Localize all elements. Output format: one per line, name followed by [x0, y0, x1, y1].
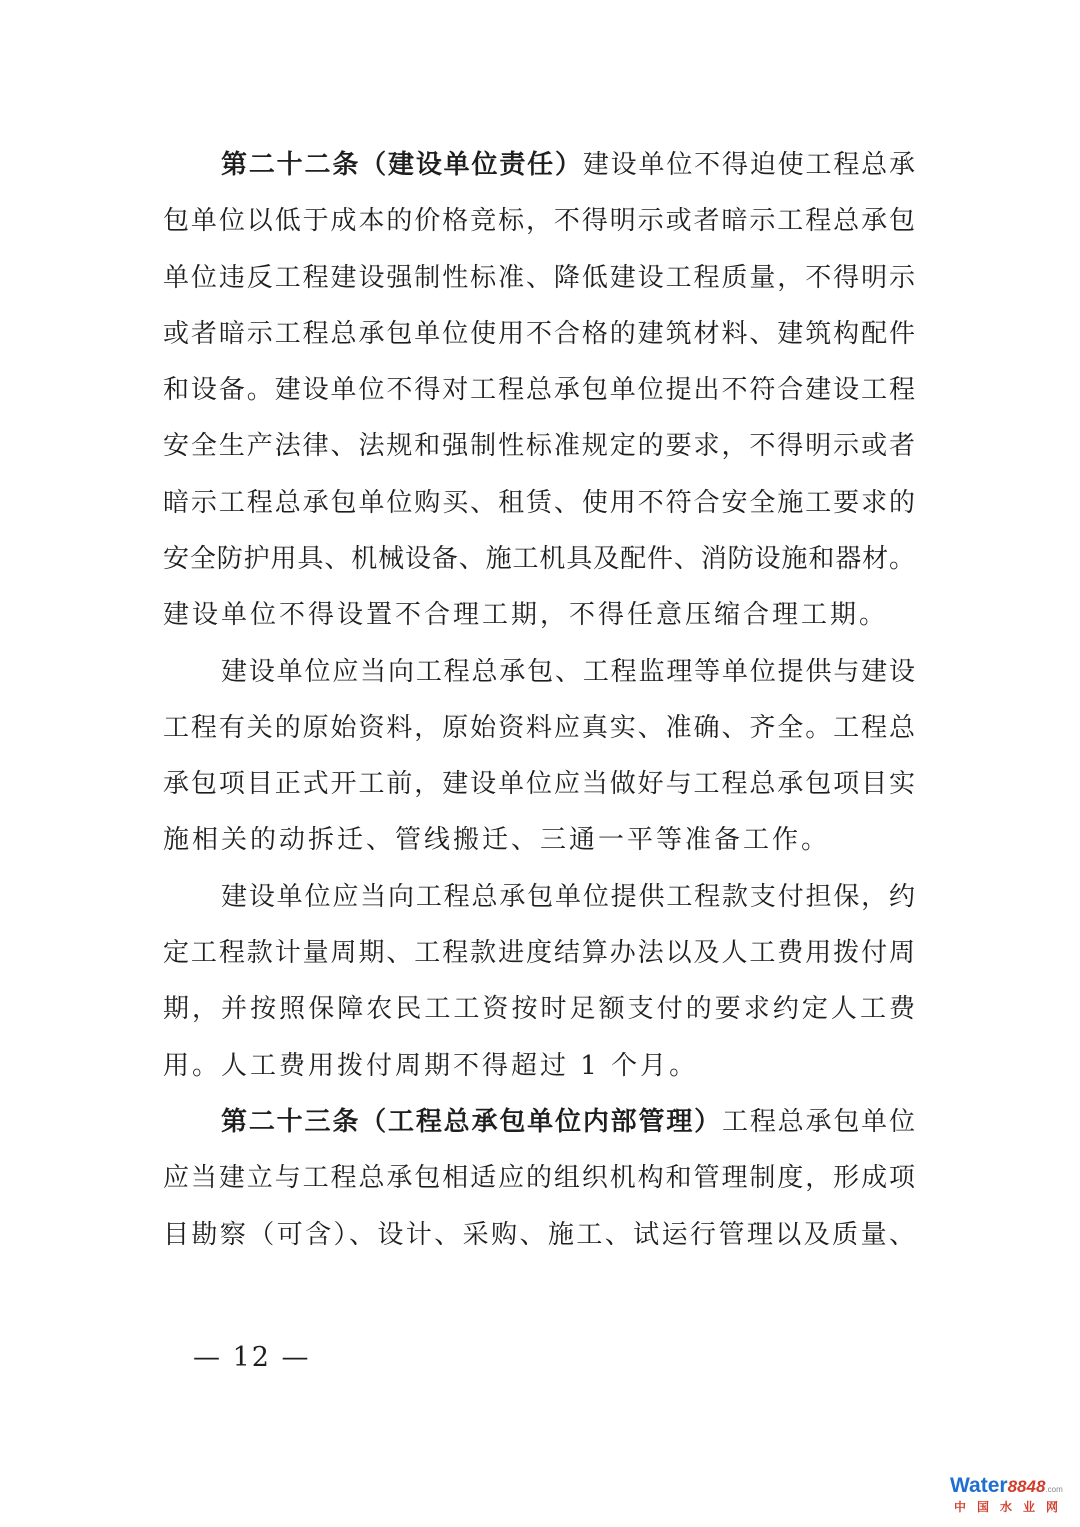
watermark-chinese: 中国水业网 — [954, 1500, 1070, 1514]
text-line-10: 建设单位应当向工程总承包、工程监理等单位提供与建设 — [221, 657, 915, 687]
text-line-17: 用。人工费用拨付周期不得超过 1 个月。 — [163, 1051, 699, 1081]
watermark-logo — [950, 1474, 1068, 1520]
text-line-20: 目勘察（可含）、设计、采购、施工、试运行管理以及质量、 — [163, 1220, 915, 1250]
text-line-18: 第二十三条（工程总承包单位内部管理）工程总承包单位 — [221, 1107, 915, 1137]
text-line-1: 第二十二条（建设单位责任）建设单位不得迫使工程总承 — [221, 150, 915, 180]
page-number: — 12 — — [193, 1342, 311, 1373]
text-line-12: 承包项目正式开工前，建设单位应当做好与工程总承包项目实 — [163, 769, 915, 799]
text-line-4: 或者暗示工程总承包单位使用不合格的建筑材料、建筑构配件 — [163, 319, 915, 349]
text-line-13: 施相关的动拆迁、管线搬迁、三通一平等准备工作。 — [163, 825, 831, 855]
article-heading-22: 第二十二条（建设单位责任） — [221, 150, 583, 180]
text-line-9: 建设单位不得设置不合理工期，不得任意压缩合理工期。 — [163, 600, 889, 630]
text-line-15: 定工程款计量周期、工程款进度结算办法以及人工费用拨付周 — [163, 938, 915, 968]
watermark-brand: Water8848.com — [950, 1474, 1063, 1497]
text-line-2: 包单位以低于成本的价格竞标，不得明示或者暗示工程总承包 — [163, 206, 915, 236]
text-line-16: 期，并按照保障农民工工资按时足额支付的要求约定人工费 — [163, 994, 915, 1024]
text-line-7: 暗示工程总承包单位购买、租赁、使用不符合安全施工要求的 — [163, 488, 915, 518]
text-line-8: 安全防护用具、机械设备、施工机具及配件、消防设施和器材。 — [163, 544, 915, 574]
text-line-5: 和设备。建设单位不得对工程总承包单位提出不符合建设工程 — [163, 375, 915, 405]
text-line-6: 安全生产法律、法规和强制性标准规定的要求，不得明示或者 — [163, 431, 915, 461]
text-line-19: 应当建立与工程总承包相适应的组织机构和管理制度，形成项 — [163, 1163, 915, 1193]
article-heading-23: 第二十三条（工程总承包单位内部管理） — [221, 1107, 722, 1137]
text-line-14: 建设单位应当向工程总承包单位提供工程款支付担保，约 — [221, 882, 915, 912]
text-line-11: 工程有关的原始资料，原始资料应真实、准确、齐全。工程总 — [163, 713, 915, 743]
text-line-3: 单位违反工程建设强制性标准、降低建设工程质量，不得明示 — [163, 263, 915, 293]
